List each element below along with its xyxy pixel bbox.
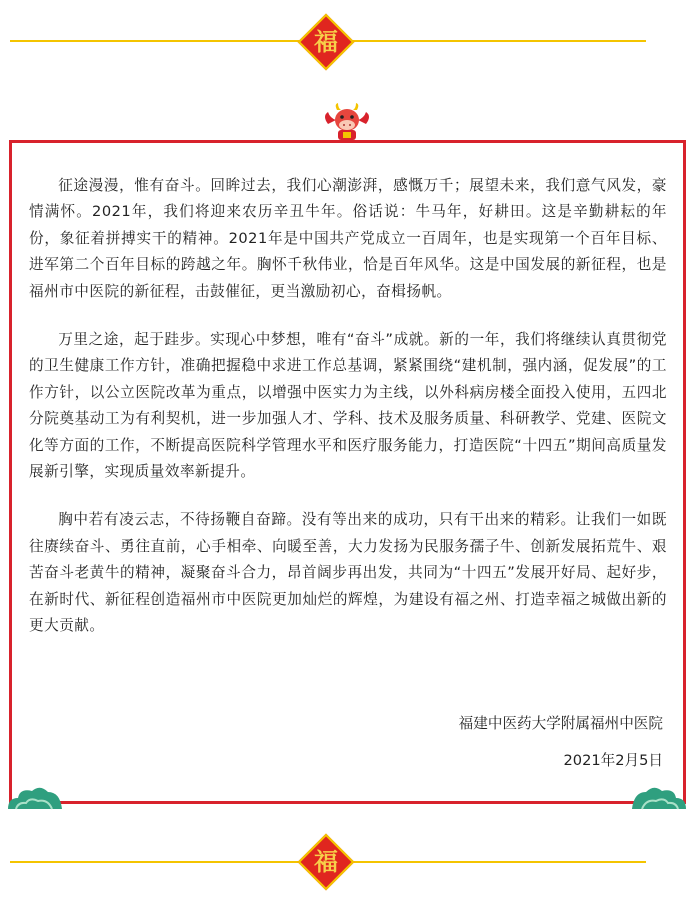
cloud-ornament-right-icon <box>628 782 688 810</box>
cloud-ornament-left-icon <box>6 782 66 810</box>
paragraph-2: 万里之途，起于跬步。实现心中梦想，唯有“奋斗”成就。新的一年，我们将继续认真贯彻党的卫生健康工作方针，准确把握稳中求进工作总基调，紧紧围绕“建机制，强内涵，促发展”的工作方针，以公立医院改革为重点，以增强中医实力为主线，以外科病房楼全面投入使用，五四北分院奠基动工为有利契机，进一步加强人才、学科、技术及服务质量、科研教学、党建、医院文化等方面的工作，不断提高医院科学管理水平和医疗服务能力，打造医院“十四五”期间高质量发展新引擎，实现质量效率新提升。 <box>29 331 667 481</box>
letter-body <box>29 173 667 662</box>
fu-badge-bottom <box>298 834 354 890</box>
letter-date: 2021年2月5日 <box>563 752 663 769</box>
fu-character: 福 <box>314 27 338 56</box>
ox-mascot-icon <box>322 102 372 142</box>
paragraph-3: 胸中若有凌云志，不待扬鞭自奋蹄。没有等出来的成功，只有干出来的精彩。让我们一如既往赓续奋斗、勇往直前，心手相牵、向暖至善，大力发扬为民服务孺子牛、创新发展拓荒牛、艰苦奋斗老黄牛的精神，凝聚奋斗合力，昂首阔步再出发，共同为“十四五”发展开好局、起好步，在新时代、新征程创造福州市中医院更加灿烂的辉煌，为建设有福之州、打造幸福之城做出新的更大贡献。 <box>29 511 667 635</box>
paragraph-1: 征途漫漫，惟有奋斗。回眸过去，我们心潮澎湃，感慨万千；展望未来，我们意气风发，豪情满怀。2021年，我们将迎来农历辛丑牛年。俗话说：牛马年，好耕田。这是辛勤耕耘的年份，象征着拼搏实干的精神。2021年是中国共产党成立一百周年，也是实现第一个百年目标、进军第二个百年目标的跨越之年。胸怀千秋伟业，恰是百年风华。这是中国发展的新征程，也是福州市中医院的新征程，击鼓催征，更当激励初心，奋楫扬帆。 <box>29 177 667 300</box>
signature: 福建中医药大学附属福州中医院 <box>458 715 663 732</box>
fu-character: 福 <box>314 847 338 876</box>
fu-badge-top <box>298 14 354 70</box>
